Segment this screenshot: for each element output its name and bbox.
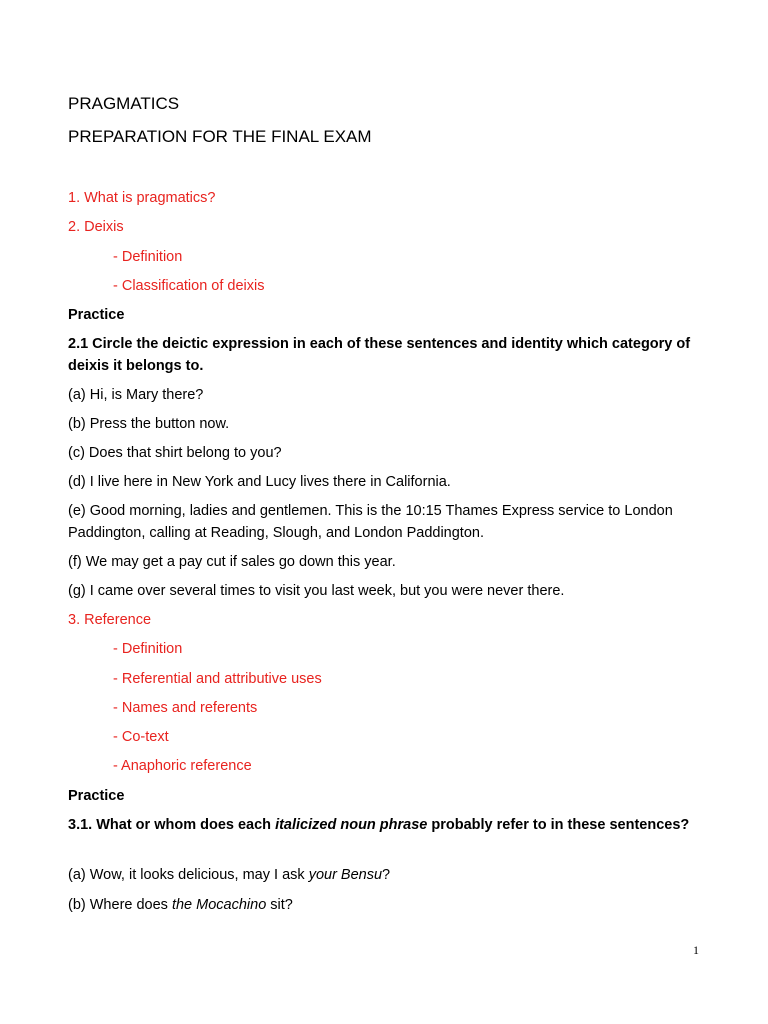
- exercise-2-1-item-b: (b) Press the button now.: [68, 416, 230, 432]
- deixis-bullet-classification: - Classification of deixis: [113, 278, 265, 294]
- section-heading-reference: 3. Reference: [68, 612, 152, 628]
- item-b-suffix: sit?: [266, 897, 293, 913]
- exercise-3-1-item-b: [68, 894, 293, 916]
- document-title: PRAGMATICS: [68, 94, 180, 113]
- exercise-2-1-item-e: (e) Good morning, ladies and gentlemen. This is the 10:15 Thames Express service to London Paddington, calling at Reading, Slough, and London Paddington.: [68, 503, 673, 541]
- item-a-suffix: ?: [382, 867, 391, 883]
- reference-bullet-definition: - Definition: [113, 641, 183, 657]
- exercise-3-1-italic: italicized noun phrase: [275, 817, 428, 833]
- practice-label-reference: Practice: [68, 788, 125, 804]
- exercise-2-1-item-c: (c) Does that shirt belong to you?: [68, 445, 282, 461]
- exercise-3-1-suffix: probably refer to in these sentences?: [427, 817, 690, 833]
- exercise-2-1-item-a: (a) Hi, is Mary there?: [68, 387, 204, 403]
- exercise-3-1-prefix: 3.1. What or whom does each: [68, 817, 276, 833]
- exercise-2-1-prompt: 2.1 Circle the deictic expression in each of these sentences and identity which category of deixis it belongs to.: [68, 336, 691, 374]
- reference-bullet-names-referents: - Names and referents: [113, 700, 258, 716]
- section-heading-deixis: 2. Deixis: [68, 219, 124, 235]
- deixis-bullet-definition: - Definition: [113, 249, 183, 265]
- reference-bullet-referential-attributive: - Referential and attributive uses: [113, 671, 322, 687]
- item-a-prefix: (a) Wow, it looks delicious, may I ask: [68, 867, 309, 883]
- item-b-prefix: (b) Where does: [68, 897, 172, 913]
- exercise-2-1-item-d: (d) I live here in New York and Lucy lives there in California.: [68, 474, 451, 490]
- exercise-3-1-item-a: [68, 864, 390, 886]
- item-b-italic: the Mocachino: [171, 897, 267, 913]
- item-a-italic: your Bensu: [308, 867, 383, 883]
- exercise-3-1-prompt: [68, 814, 704, 836]
- reference-bullet-co-text: - Co-text: [113, 729, 169, 745]
- exercise-2-1-item-f: (f) We may get a pay cut if sales go down this year.: [68, 554, 396, 570]
- reference-bullet-anaphoric: - Anaphoric reference: [113, 758, 252, 774]
- practice-label-deixis: Practice: [68, 307, 125, 323]
- section-heading-pragmatics: 1. What is pragmatics?: [68, 190, 216, 206]
- page-number: 1: [693, 943, 699, 957]
- document-subtitle: PREPARATION FOR THE FINAL EXAM: [68, 127, 372, 146]
- exercise-2-1-item-g: (g) I came over several times to visit you last week, but you were never there.: [68, 583, 565, 599]
